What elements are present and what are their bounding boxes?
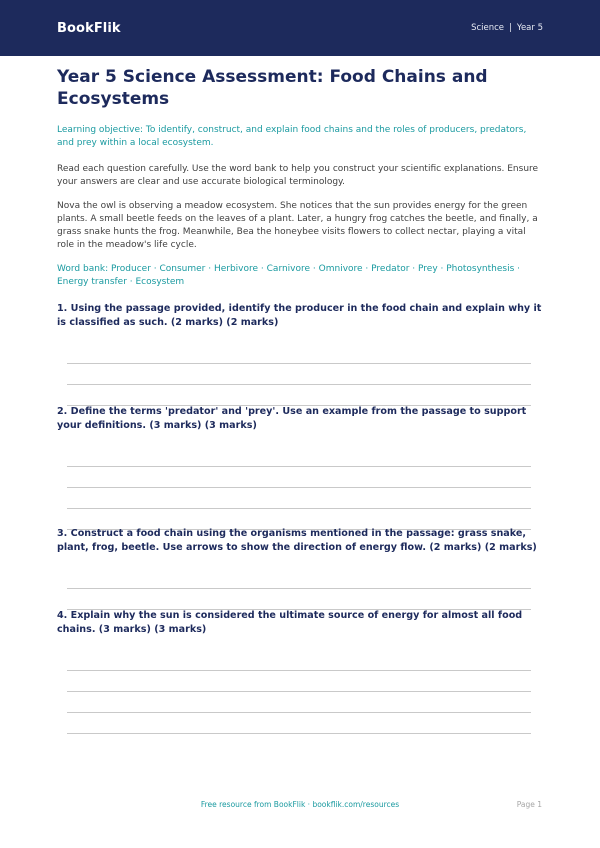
brand-logo[interactable]: BookFlik <box>57 20 121 36</box>
answer-line[interactable] <box>67 733 531 734</box>
reading-passage: Nova the owl is observing a meadow ecosystem. She notices that the sun provides energy for the green plants. A small beetle feeds on the leaves of a plant. Later, a hungry frog catches the beetle, and finally, a grass snake hunts the frog. Meanwhile, Bea the honeybee visits flowers to collect nectar, playing a vital role in the meadow's life cycle. <box>57 201 538 250</box>
answer-line[interactable] <box>67 691 531 692</box>
question-4 <box>57 609 543 637</box>
answer-line[interactable] <box>67 670 531 671</box>
answer-line[interactable] <box>67 508 531 509</box>
answer-line[interactable] <box>67 588 531 589</box>
breadcrumb-year: Year 5 <box>516 23 543 33</box>
instructions-text: Read each question carefully. Use the word bank to help you construct your scientific explanations. Ensure your answers are clear and use accurate biological terminology. <box>57 164 539 187</box>
question-1-text: 1. Using the passage provided, identify the producer in the food chain and explain why it is classified as such. (2 marks) (2 marks) <box>57 303 542 328</box>
answer-line[interactable] <box>67 363 531 364</box>
breadcrumb-subject: Science <box>471 23 505 33</box>
page-footer <box>0 800 600 814</box>
question-4-text: 4. Explain why the sun is considered the ultimate source of energy for almost all food chains. (3 marks) (3 marks) <box>57 610 523 635</box>
answer-line[interactable] <box>67 712 531 713</box>
page-number: Page 1 <box>516 800 542 809</box>
page-header <box>0 0 600 56</box>
question-3-text: 3. Construct a food chain using the organisms mentioned in the passage: grass snake, plant, frog, beetle. Use arrows to show the direction of energy flow. (2 marks) (2 marks) <box>57 528 537 553</box>
page-title: Year 5 Science Assessment: Food Chains and Ecosystems <box>57 67 488 109</box>
worksheet-intro <box>57 66 543 289</box>
breadcrumb-separator: | <box>509 23 512 33</box>
learning-objective: Learning objective: To identify, construct, and explain food chains and the roles of producers, predators, and prey within a local ecosystem. <box>57 125 527 148</box>
question-1 <box>57 302 543 330</box>
question-2-text: 2. Define the terms 'predator' and 'prey'. Use an example from the passage to support your definitions. (3 marks) (3 marks) <box>57 406 527 431</box>
question-2 <box>57 405 543 433</box>
footer-resource-link[interactable]: Free resource from BookFlik · bookflik.com/resources <box>200 800 400 809</box>
answer-line[interactable] <box>67 466 531 467</box>
answer-line[interactable] <box>67 384 531 385</box>
question-3 <box>57 527 543 555</box>
word-bank: Word bank: Producer · Consumer · Herbivore · Carnivore · Omnivore · Predator · Prey · Photosynthesis · Energy transfer · Ecosystem <box>57 264 520 287</box>
answer-line[interactable] <box>67 487 531 488</box>
breadcrumb <box>471 23 543 33</box>
